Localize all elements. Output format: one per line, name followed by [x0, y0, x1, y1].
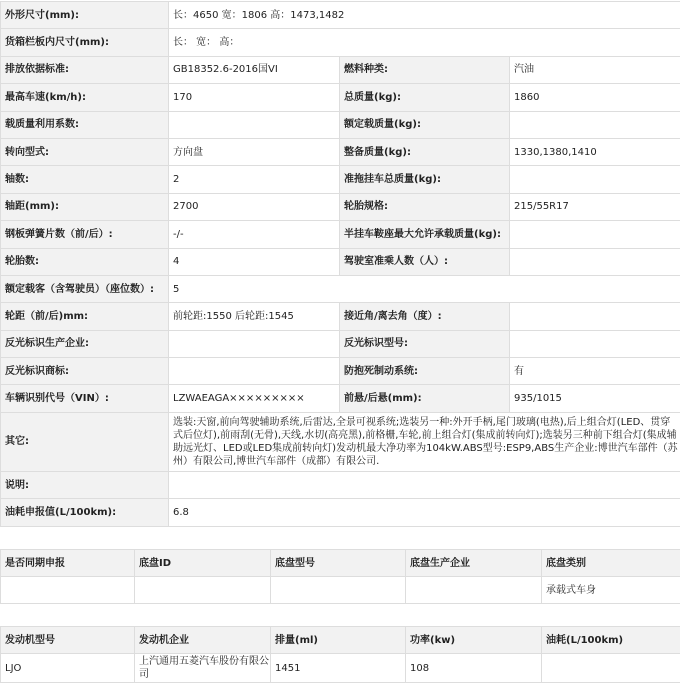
spec-value: 方向盘	[169, 138, 340, 165]
spec-label: 最高车速(km/h):	[1, 84, 169, 111]
spec-label: 额定载质量(kg):	[340, 111, 510, 138]
engine-cell-power: 108	[406, 654, 542, 683]
chassis-header-same-period: 是否同期申报	[1, 550, 135, 577]
spec-label: 钢板弹簧片数（前/后）:	[1, 221, 169, 248]
chassis-cell-category: 承载式车身	[542, 577, 680, 604]
spec-value	[169, 471, 680, 498]
spec-label: 反光标识生产企业:	[1, 330, 169, 357]
chassis-header-model: 底盘型号	[271, 550, 406, 577]
spec-label: 接近角/离去角（度）:	[340, 303, 510, 330]
spec-row	[1, 385, 680, 412]
spec-row	[1, 2, 680, 29]
spec-value: 汽油	[510, 56, 680, 83]
spec-label: 驾驶室准乘人数（人）:	[340, 248, 510, 275]
spec-value	[510, 221, 680, 248]
engine-cell-model: LJO	[1, 654, 135, 683]
engine-cell-displacement: 1451	[271, 654, 406, 683]
spec-row	[1, 248, 680, 275]
spec-row	[1, 303, 680, 330]
spec-row	[1, 412, 680, 471]
spec-value: 1330,1380,1410	[510, 138, 680, 165]
spec-value: 长：4650 宽：1806 高：1473,1482	[169, 2, 680, 29]
spec-label: 车辆识别代号（VIN）:	[1, 385, 169, 412]
spec-value: 2700	[169, 193, 340, 220]
engine-cell-manufacturer: 上汽通用五菱汽车股份有限公司	[135, 654, 271, 683]
spec-label: 防抱死制动系统:	[340, 358, 510, 385]
spec-label: 其它:	[1, 412, 169, 471]
spec-value	[510, 330, 680, 357]
spec-value	[510, 248, 680, 275]
chassis-table	[0, 549, 680, 604]
spec-value: 4	[169, 248, 340, 275]
spec-value: 2	[169, 166, 340, 193]
spec-label: 轮胎数:	[1, 248, 169, 275]
spec-value	[169, 358, 340, 385]
engine-cell-fuel-consumption	[542, 654, 680, 683]
spec-value: 有	[510, 358, 680, 385]
chassis-cell-model	[271, 577, 406, 604]
chassis-header-manufacturer: 底盘生产企业	[406, 550, 542, 577]
spec-label: 半挂车鞍座最大允许承载质量(kg):	[340, 221, 510, 248]
spec-value: 215/55R17	[510, 193, 680, 220]
spec-label: 燃料种类:	[340, 56, 510, 83]
spec-row	[1, 111, 680, 138]
spec-value: 6.8	[169, 499, 680, 526]
engine-header-power: 功率(kw)	[406, 627, 542, 654]
spec-value: 长： 宽： 高：	[169, 29, 680, 56]
spec-row	[1, 166, 680, 193]
spec-row	[1, 499, 680, 526]
spec-label: 载质量利用系数:	[1, 111, 169, 138]
spec-row	[1, 56, 680, 83]
spec-label: 轴数:	[1, 166, 169, 193]
spec-label: 油耗申报值(L/100km):	[1, 499, 169, 526]
chassis-cell-manufacturer	[406, 577, 542, 604]
spec-label: 说明:	[1, 471, 169, 498]
spec-value: 1860	[510, 84, 680, 111]
spec-value	[510, 166, 680, 193]
spec-value: LZWAEAGA×××××××××	[169, 385, 340, 412]
chassis-cell-id	[135, 577, 271, 604]
spec-label: 外形尺寸(mm):	[1, 2, 169, 29]
spec-value: GB18352.6-2016国VI	[169, 56, 340, 83]
engine-header-manufacturer: 发动机企业	[135, 627, 271, 654]
spec-label: 货箱栏板内尺寸(mm):	[1, 29, 169, 56]
chassis-header-category: 底盘类别	[542, 550, 680, 577]
spec-label: 轮胎规格:	[340, 193, 510, 220]
spec-row	[1, 275, 680, 302]
spec-label: 整备质量(kg):	[340, 138, 510, 165]
spec-value: 170	[169, 84, 340, 111]
spec-row	[1, 138, 680, 165]
chassis-cell-same-period	[1, 577, 135, 604]
spec-value	[169, 111, 340, 138]
spec-label: 排放依据标准:	[1, 56, 169, 83]
spec-label: 准拖挂车总质量(kg):	[340, 166, 510, 193]
spec-row	[1, 358, 680, 385]
spec-row	[1, 471, 680, 498]
spec-value: 935/1015	[510, 385, 680, 412]
spec-value	[510, 111, 680, 138]
spec-label: 反光标识型号:	[340, 330, 510, 357]
vehicle-spec-table	[0, 1, 680, 527]
spec-row	[1, 221, 680, 248]
spec-row	[1, 29, 680, 56]
spec-label: 前悬/后悬(mm):	[340, 385, 510, 412]
spec-label: 轴距(mm):	[1, 193, 169, 220]
spec-label: 反光标识商标:	[1, 358, 169, 385]
spec-row	[1, 193, 680, 220]
spec-label: 总质量(kg):	[340, 84, 510, 111]
engine-header-fuel-consumption: 油耗(L/100km)	[542, 627, 680, 654]
spec-value	[169, 330, 340, 357]
engine-table	[0, 626, 680, 683]
chassis-header-id: 底盘ID	[135, 550, 271, 577]
spec-label: 转向型式:	[1, 138, 169, 165]
spec-value	[510, 303, 680, 330]
spec-value: 前轮距:1550 后轮距:1545	[169, 303, 340, 330]
spec-value: -/-	[169, 221, 340, 248]
spec-row	[1, 330, 680, 357]
spec-label: 额定载客（含驾驶员）（座位数）:	[1, 275, 169, 302]
spec-label: 轮距（前/后)mm:	[1, 303, 169, 330]
spec-value: 5	[169, 275, 680, 302]
engine-header-model: 发动机型号	[1, 627, 135, 654]
spec-value: 选装:天窗,前向驾驶辅助系统,后雷达,全景可视系统;选装另一种:外开手柄,尾门玻璃(电热),后上组合灯(LED、贯穿式后位灯),前雨刮(无骨),天线,水切(高亮黑),前格栅,车轮,前上组合灯(集成前转向灯);选装另三种前下组合灯(集成辅助远光灯、LED或LED集成前转向灯)发动机最大净功率为104kW.ABS型号:ESP9,ABS生产企业:博世汽车部件（苏州）有限公司,博世汽车部件（成都）有限公司.	[169, 412, 680, 471]
engine-header-displacement: 排量(ml)	[271, 627, 406, 654]
spec-row	[1, 84, 680, 111]
